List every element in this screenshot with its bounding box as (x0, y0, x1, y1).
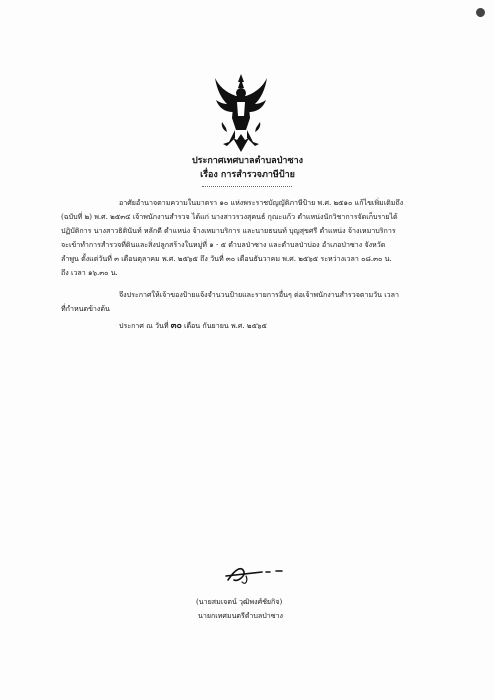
document-subject: เรื่อง การสำรวจภาษีป้าย (200, 170, 295, 180)
closing-line: จึงประกาศให้เจ้าของป้ายแจ้งจำนวนป้ายและรายการอื่นๆ ต่อเจ้าพนักงานสำรวจตามวัน เวลา (119, 290, 399, 299)
document-heading: ประกาศเทศบาลตำบลป่าซาง (191, 156, 304, 166)
signer-name: (นายสมเจตน์ วุฒิพงศ์ชัยกิจ) (196, 597, 283, 606)
body-line: ถึง เวลา ๑๖.๓๐ น. (61, 268, 118, 277)
garuda-emblem-icon (213, 72, 269, 154)
closing-line: ที่กำหนดข้างต้น (61, 304, 110, 313)
announce-prefix: ประกาศ ณ วันที่ (119, 321, 171, 330)
divider-dotted (202, 186, 292, 187)
announce-day: ๓๐ (170, 321, 182, 331)
handwritten-signature (222, 562, 294, 588)
scan-mark (474, 6, 486, 18)
body-line: ปฏิบัติการ นางสาวธิตินันท์ หลักดี ตำแหน่ง จ้างเหมาบริการ และนายธนนท์ บุญสุขศรี ตำแหน่ง จ้างเหมาบริการ (61, 226, 396, 235)
announce-suffix: เดือน กันยายน พ.ศ. ๒๕๖๕ (181, 321, 267, 330)
body-line: จะเข้าทำการสำรวจที่ดินและสิ่งปลูกสร้างในหมู่ที่ ๑ - ๕ ตำบลป่าซาง และตำบลป่าบ่อง อำเภอป่าซาง จังหวัด (61, 240, 386, 249)
announce-date-line (119, 321, 267, 331)
body-line: อาศัยอำนาจตามความในมาตรา ๑๐ แห่งพระราชบัญญัติภาษีป้าย พ.ศ. ๒๕๑๐ แก้ไขเพิ่มเติมถึง (119, 198, 404, 207)
signer-title: นายกเทศมนตรีตำบลป่าซาง (198, 611, 284, 620)
body-line: (ฉบับที่ ๒) พ.ศ. ๒๕๓๔ เจ้าพนักงานสำรวจ ได้แก่ นางสาวรวงสุคนธ์ กุณะแก้ว ตำแหน่งนักวิชาการจัดเก็บรายได้ (61, 212, 398, 221)
body-line: ลำพูน ตั้งแต่วันที่ ๓ เดือนตุลาคม พ.ศ. ๒๕๖๕ ถึง วันที่ ๓๐ เดือนธันวาคม พ.ศ. ๒๕๖๕ ระหว่างเวลา ๐๘.๓๐ น. (61, 254, 392, 263)
